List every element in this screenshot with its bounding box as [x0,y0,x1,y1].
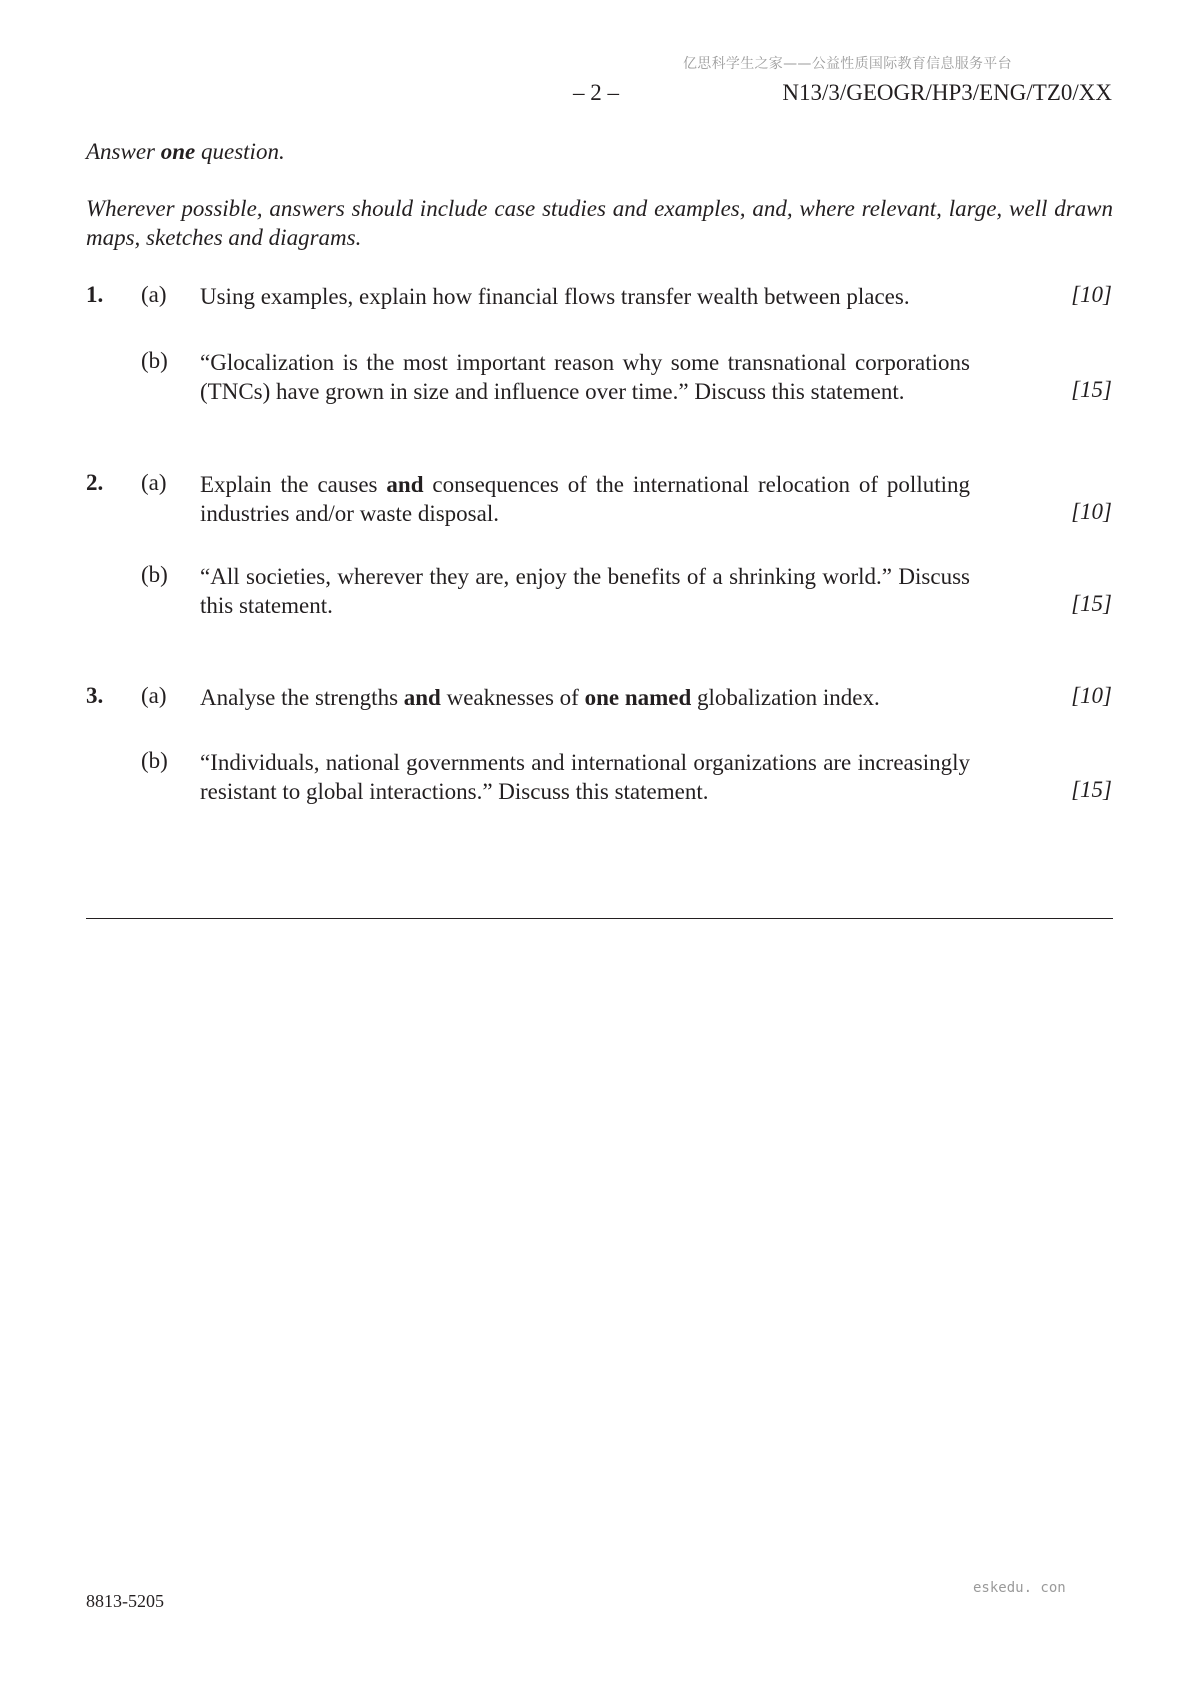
question-2a-marks: [10] [1071,499,1112,524]
question-1a-text: Using examples, explain how financial flows transfer wealth between places. [200,284,910,309]
question-3b-marks: [15] [1071,777,1112,802]
question-3b-text: “Individuals, national governments and international organizations are increasingly resistant to global interactions.” Discuss this statement. [200,750,970,804]
question-3-number: 3. [86,683,104,708]
watermark-footer: eskedu. con [973,1580,1066,1596]
question-1-number: 1. [86,282,104,307]
question-3a-marks: [10] [1071,683,1112,708]
footer-code: 8813-5205 [86,1591,164,1611]
question-3b-label: (b) [141,748,168,773]
instruction-guidance: Wherever possible, answers should include case studies and examples, and, where relevant, large, well drawn maps, sketches and diagrams. [86,196,1113,250]
question-1b-label: (b) [141,348,168,373]
page-number: – 2 – [573,80,619,105]
document-code: N13/3/GEOGR/HP3/ENG/TZ0/XX [782,80,1112,105]
question-2b-label: (b) [141,562,168,587]
watermark-header: 亿思科学生之家——公益性质国际教育信息服务平台 [683,56,1012,72]
question-1a-marks: [10] [1071,282,1112,307]
question-2b-marks: [15] [1071,591,1112,616]
question-2a-text: Explain the causes and consequences of the international relocation of polluting industries and/or waste disposal. [200,472,970,526]
question-1b-text: “Glocalization is the most important reason why some transnational corporations (TNCs) have grown in size and influence over time.” Discuss this statement. [200,350,970,404]
instruction-answer-one: Answer one question. [86,139,285,164]
question-1a-label: (a) [141,282,167,307]
question-2a-label: (a) [141,470,167,495]
question-3a-label: (a) [141,683,167,708]
question-3a-text: Analyse the strengths and weaknesses of one named globalization index. [200,685,880,710]
question-2b-text: “All societies, wherever they are, enjoy the benefits of a shrinking world.” Discuss this statement. [200,564,970,618]
question-2-number: 2. [86,470,104,495]
question-1b-marks: [15] [1071,377,1112,402]
end-divider [86,918,1113,919]
